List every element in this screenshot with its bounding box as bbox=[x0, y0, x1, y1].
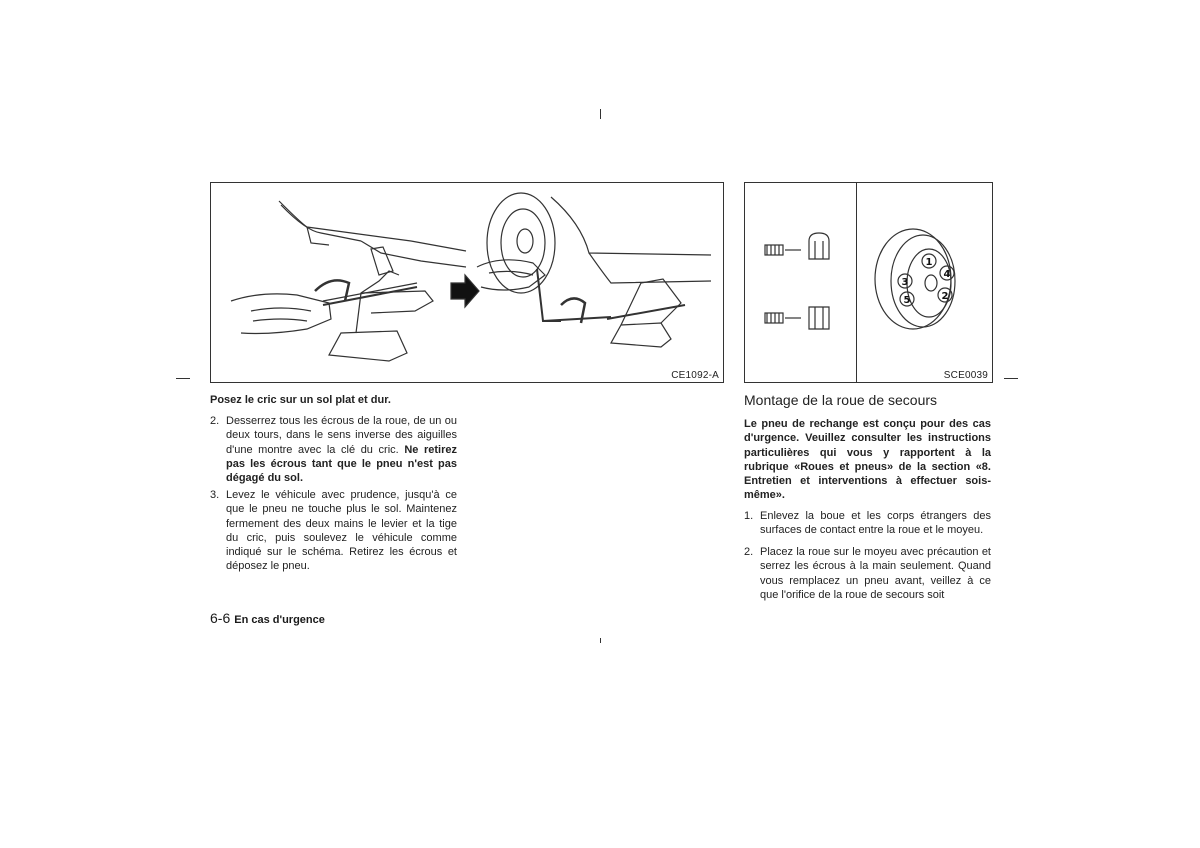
jack-illustration-figure bbox=[210, 182, 724, 383]
right-margin-tick bbox=[1004, 378, 1018, 379]
list-item-text: Enlevez la boue et les corps étrangers des surfaces de contact entre la roue et le moyeu. bbox=[760, 510, 991, 537]
left-margin-tick bbox=[176, 378, 190, 379]
list-item-text: Desserrez tous les écrous de la roue, de un ou deux tours, dans le sens inverse des aiguilles d'une montre avec la clé du cric. bbox=[226, 415, 457, 456]
jack-illustration bbox=[211, 183, 723, 382]
bottom-center-tick bbox=[600, 638, 601, 643]
list-item-text: Placez la roue sur le moyeu avec précaution et serrez les écrous à la main seulement. Quand vous remplacez un pneu avant, veillez à ce que l'orifice de la roue de secours soit bbox=[760, 546, 991, 601]
footer-section-name: En cas d'urgence bbox=[234, 614, 325, 626]
wheel-number-2: 2 bbox=[941, 291, 949, 302]
wheel-nut-illustration-figure bbox=[744, 182, 993, 383]
page-number: 6-6 bbox=[210, 610, 231, 626]
figure-caption: Posez le cric sur un sol plat et dur. bbox=[210, 394, 391, 406]
section-intro: Le pneu de rechange est conçu pour des cas d'urgence. Veuillez consulter les instructions particulières qui vous y rapportent à la rubrique «Roues et pneus» de la section «8. Entretien et interventions à effectuer sois-même». bbox=[744, 418, 991, 502]
wheel-number-1: 1 bbox=[925, 257, 933, 268]
list-item-text: Levez le véhicule avec prudence, jusqu'à ce que le pneu ne touche plus le sol. Maintenez fermement des deux mains le levier et la tige du cric, puis soulevez le véhicule comme indiqué sur le schéma. Retirez les écrous et déposez le pneu. bbox=[226, 489, 457, 573]
page-footer bbox=[210, 610, 325, 628]
figure-code-right: SCE0039 bbox=[943, 370, 988, 381]
wheel-number-3: 3 bbox=[901, 277, 909, 288]
list-item bbox=[210, 488, 457, 574]
list-item-number: 2. bbox=[210, 415, 220, 427]
list-item bbox=[210, 414, 457, 485]
section-title: Montage de la roue de secours bbox=[744, 392, 938, 408]
list-item-number: 1. bbox=[744, 510, 754, 522]
list-item bbox=[744, 509, 991, 538]
list-item bbox=[744, 545, 991, 602]
wheel-nut-illustration bbox=[745, 183, 992, 382]
list-item-number: 3. bbox=[210, 489, 220, 501]
list-item-number: 2. bbox=[744, 546, 754, 558]
wheel-number-4: 4 bbox=[943, 269, 951, 280]
figure-code-left: CE1092-A bbox=[671, 370, 719, 381]
list-item-warning: Ne retirez pas les écrous tant que le pneu n'est pas dégagé du sol. bbox=[226, 443, 457, 485]
wheel-number-5: 5 bbox=[903, 295, 911, 306]
top-center-tick bbox=[600, 109, 601, 119]
